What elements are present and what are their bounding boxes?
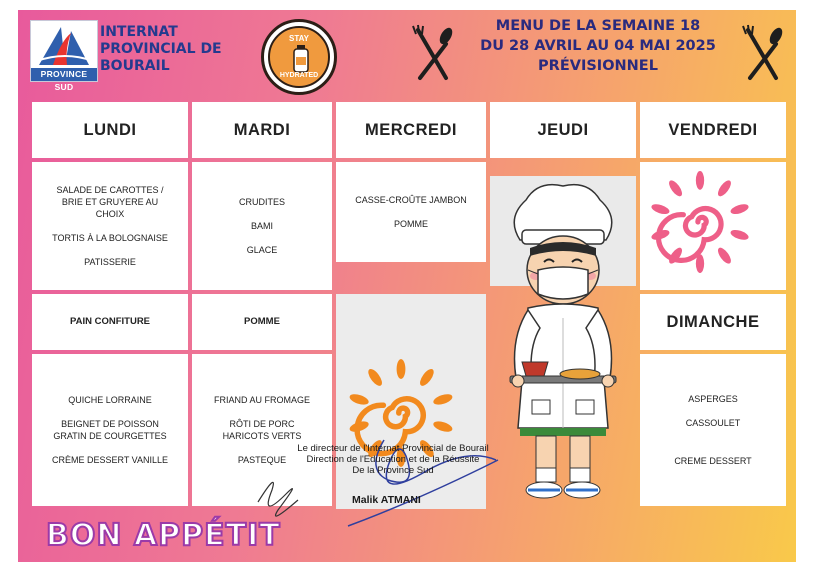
menu-title-line: MENU DE LA SEMAINE 18 bbox=[495, 18, 701, 34]
menu-item: RÔTI DE PORC bbox=[229, 419, 295, 429]
school-name-line: BOURAIL bbox=[100, 58, 170, 74]
lunch-lundi bbox=[32, 162, 188, 290]
day-header-lundi: LUNDI bbox=[32, 102, 188, 158]
menu-item: POMME bbox=[393, 219, 428, 229]
menu-sheet bbox=[18, 10, 796, 562]
signature-line: De la Province Sud bbox=[352, 465, 434, 476]
menu-item: CRÈME DESSERT VANILLE bbox=[51, 455, 169, 465]
menu-item: SALADE DE CAROTTES / BRIE ET GRUYERE AU CHOIX bbox=[56, 185, 164, 219]
school-name-line: PROVINCIAL DE bbox=[100, 41, 222, 57]
menu-item: PAIN CONFITURE bbox=[69, 316, 151, 327]
bon-appetit-heading: BON APPÉTIT bbox=[46, 518, 281, 553]
menu-item: ASPERGES bbox=[688, 394, 738, 404]
signature-line: Direction de l'Education et de la Réussite bbox=[306, 454, 480, 465]
menu-item: FRIAND AU FROMAGE bbox=[213, 395, 310, 405]
menu-item: PATISSERIE bbox=[84, 257, 136, 267]
signatory-name: Malik ATMANI bbox=[352, 494, 421, 506]
menu-title bbox=[448, 16, 748, 76]
menu-item: CASSOULET bbox=[685, 418, 741, 428]
menu-item: POMME bbox=[244, 316, 280, 327]
menu-item: HARICOTS VERTS bbox=[222, 431, 302, 441]
logo-label: PROVINCE SUD bbox=[31, 68, 97, 81]
lunch-mercredi bbox=[336, 162, 486, 262]
lunch-mardi bbox=[192, 162, 332, 290]
menu-item: CREME DESSERT bbox=[674, 456, 752, 466]
dinner-lundi bbox=[32, 354, 188, 506]
badge-bottom-text: HYDRATED bbox=[279, 72, 319, 79]
menu-title-line: PRÉVISIONNEL bbox=[538, 58, 658, 74]
spiral-sun-icon bbox=[648, 170, 752, 274]
school-name bbox=[100, 24, 240, 75]
day-header-mercredi: MERCREDI bbox=[336, 102, 486, 158]
day-header-vendredi: VENDREDI bbox=[640, 102, 786, 158]
menu-item: QUICHE LORRAINE bbox=[68, 395, 152, 405]
menu-item: CASSE-CROÛTE JAMBON bbox=[355, 195, 467, 205]
menu-item: BEIGNET DE POISSON bbox=[61, 419, 159, 429]
menu-item: GRATIN DE COURGETTES bbox=[53, 431, 167, 441]
menu-item: BAMI bbox=[250, 221, 273, 231]
bottle-icon bbox=[292, 45, 310, 73]
school-name-line: INTERNAT bbox=[100, 24, 178, 40]
day-header-dimanche: DIMANCHE bbox=[640, 294, 786, 350]
dinner-mardi bbox=[192, 354, 332, 506]
badge-top-text: STAY bbox=[288, 34, 309, 43]
day-header-jeudi: JEUDI bbox=[490, 102, 636, 158]
director-signature bbox=[268, 443, 518, 476]
signature-line: Le directeur de l'Internat Provincial de Bourail bbox=[297, 443, 489, 454]
menu-title-line: DU 28 AVRIL AU 04 MAI 2025 bbox=[480, 38, 716, 54]
snack-lundi bbox=[32, 294, 188, 350]
day-header-mardi: MARDI bbox=[192, 102, 332, 158]
stay-hydrated-badge-icon bbox=[261, 19, 337, 95]
dinner-dimanche bbox=[640, 354, 786, 506]
snack-mardi bbox=[192, 294, 332, 350]
menu-item: PASTEQUE bbox=[237, 455, 287, 465]
menu-item: CRUDITES bbox=[238, 197, 285, 207]
menu-item: TORTIS À LA BOLOGNAISE bbox=[52, 233, 168, 243]
menu-item: GLACE bbox=[246, 245, 278, 255]
province-sud-logo-icon bbox=[30, 20, 98, 92]
